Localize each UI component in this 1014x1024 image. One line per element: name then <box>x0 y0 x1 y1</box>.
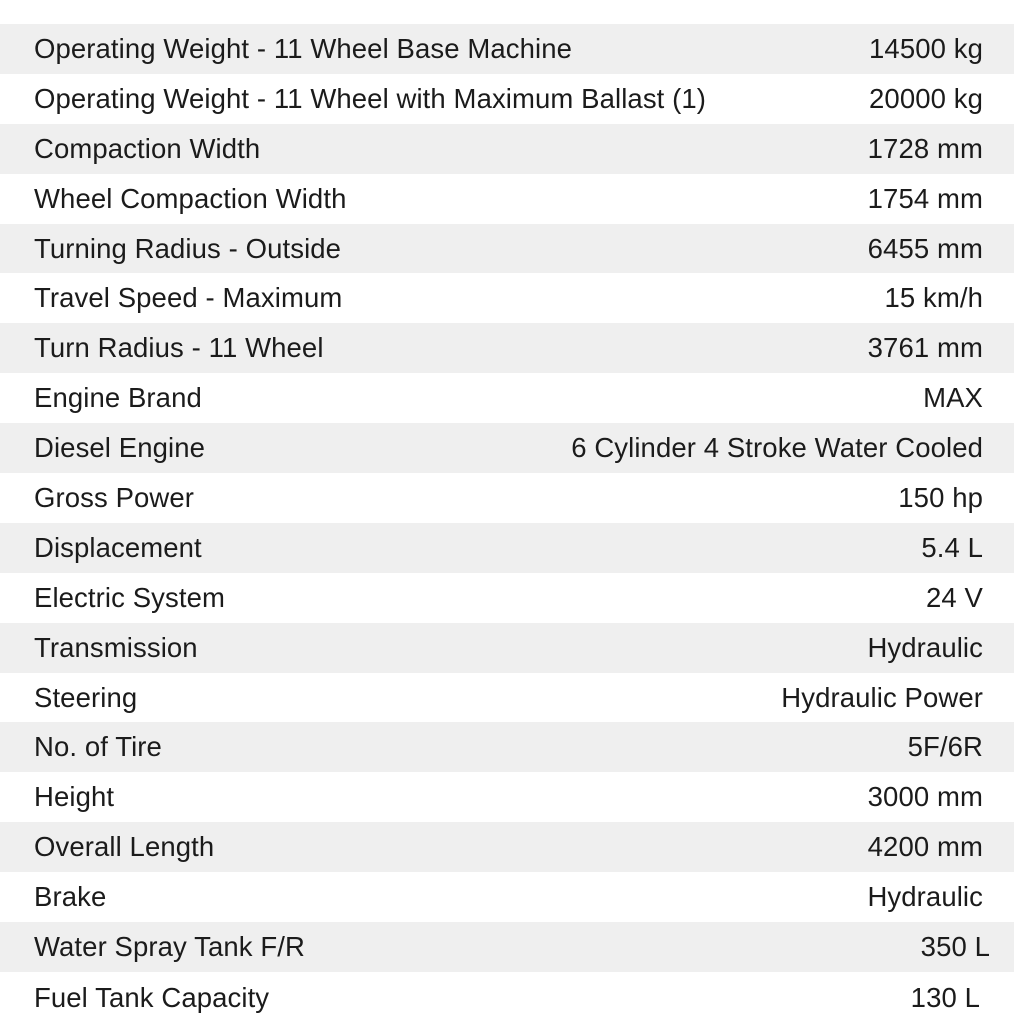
spec-value: Hydraulic <box>867 631 983 663</box>
spec-row <box>0 872 1014 922</box>
spec-row <box>0 822 1014 872</box>
spec-row <box>0 124 1014 174</box>
spec-row <box>0 423 1014 473</box>
spec-value: 5F/6R <box>907 731 983 763</box>
spec-row <box>0 623 1014 673</box>
spec-value: 3000 mm <box>867 781 983 813</box>
spec-value: 4200 mm <box>867 831 983 863</box>
spec-label: Height <box>34 781 115 813</box>
spec-value: Hydraulic <box>867 881 983 913</box>
spec-row <box>0 74 1014 124</box>
spec-value: 5.4 L <box>921 531 983 563</box>
spec-row <box>0 273 1014 323</box>
spec-value: 6455 mm <box>867 232 983 264</box>
spec-value: 14500 kg <box>869 32 983 64</box>
spec-value: 150 hp <box>898 481 983 513</box>
spec-label: Engine Brand <box>34 382 202 414</box>
spec-value: 1728 mm <box>867 132 983 164</box>
spec-label: Water Spray Tank F/R <box>34 930 305 962</box>
spec-value: 6 Cylinder 4 Stroke Water Cooled <box>571 432 983 464</box>
spec-value: 20000 kg <box>869 82 983 114</box>
spec-row <box>0 473 1014 523</box>
spec-label: Gross Power <box>34 481 195 513</box>
spec-row <box>0 373 1014 423</box>
spec-row <box>0 24 1014 74</box>
spec-label: Turning Radius - Outside <box>34 232 342 264</box>
spec-label: Fuel Tank Capacity <box>34 981 270 1013</box>
spec-value: MAX <box>923 382 983 414</box>
spec-value: 24 V <box>926 581 983 613</box>
spec-row <box>0 224 1014 274</box>
spec-row <box>0 573 1014 623</box>
spec-row <box>0 972 1014 1024</box>
spec-value: 3761 mm <box>867 332 983 364</box>
spec-value: 15 km/h <box>884 282 983 314</box>
spec-label: Travel Speed - Maximum <box>34 282 343 314</box>
spec-row <box>0 922 1014 972</box>
spec-value: Hydraulic Power <box>781 681 983 713</box>
spec-label: Operating Weight - 11 Wheel with Maximum Ballast (1) <box>34 82 707 114</box>
spec-label: No. of Tire <box>34 731 162 763</box>
spec-label: Transmission <box>34 631 198 663</box>
spec-label: Steering <box>34 681 138 713</box>
spec-value: 1754 mm <box>867 182 983 214</box>
spec-row <box>0 323 1014 373</box>
spec-value: 130 L <box>910 981 980 1013</box>
spec-label: Turn Radius - 11 Wheel <box>34 332 324 364</box>
spec-table <box>0 24 1014 1024</box>
spec-row <box>0 772 1014 822</box>
spec-label: Operating Weight - 11 Wheel Base Machine <box>34 32 572 64</box>
spec-value: 350 L <box>920 930 990 962</box>
spec-row <box>0 523 1014 573</box>
spec-label: Diesel Engine <box>34 432 205 464</box>
spec-label: Brake <box>34 881 107 913</box>
spec-row <box>0 174 1014 224</box>
spec-label: Wheel Compaction Width <box>34 182 347 214</box>
spec-label: Electric System <box>34 581 225 613</box>
spec-label: Displacement <box>34 531 202 563</box>
spec-row <box>0 722 1014 772</box>
spec-row <box>0 673 1014 723</box>
spec-label: Overall Length <box>34 831 215 863</box>
spec-label: Compaction Width <box>34 132 261 164</box>
